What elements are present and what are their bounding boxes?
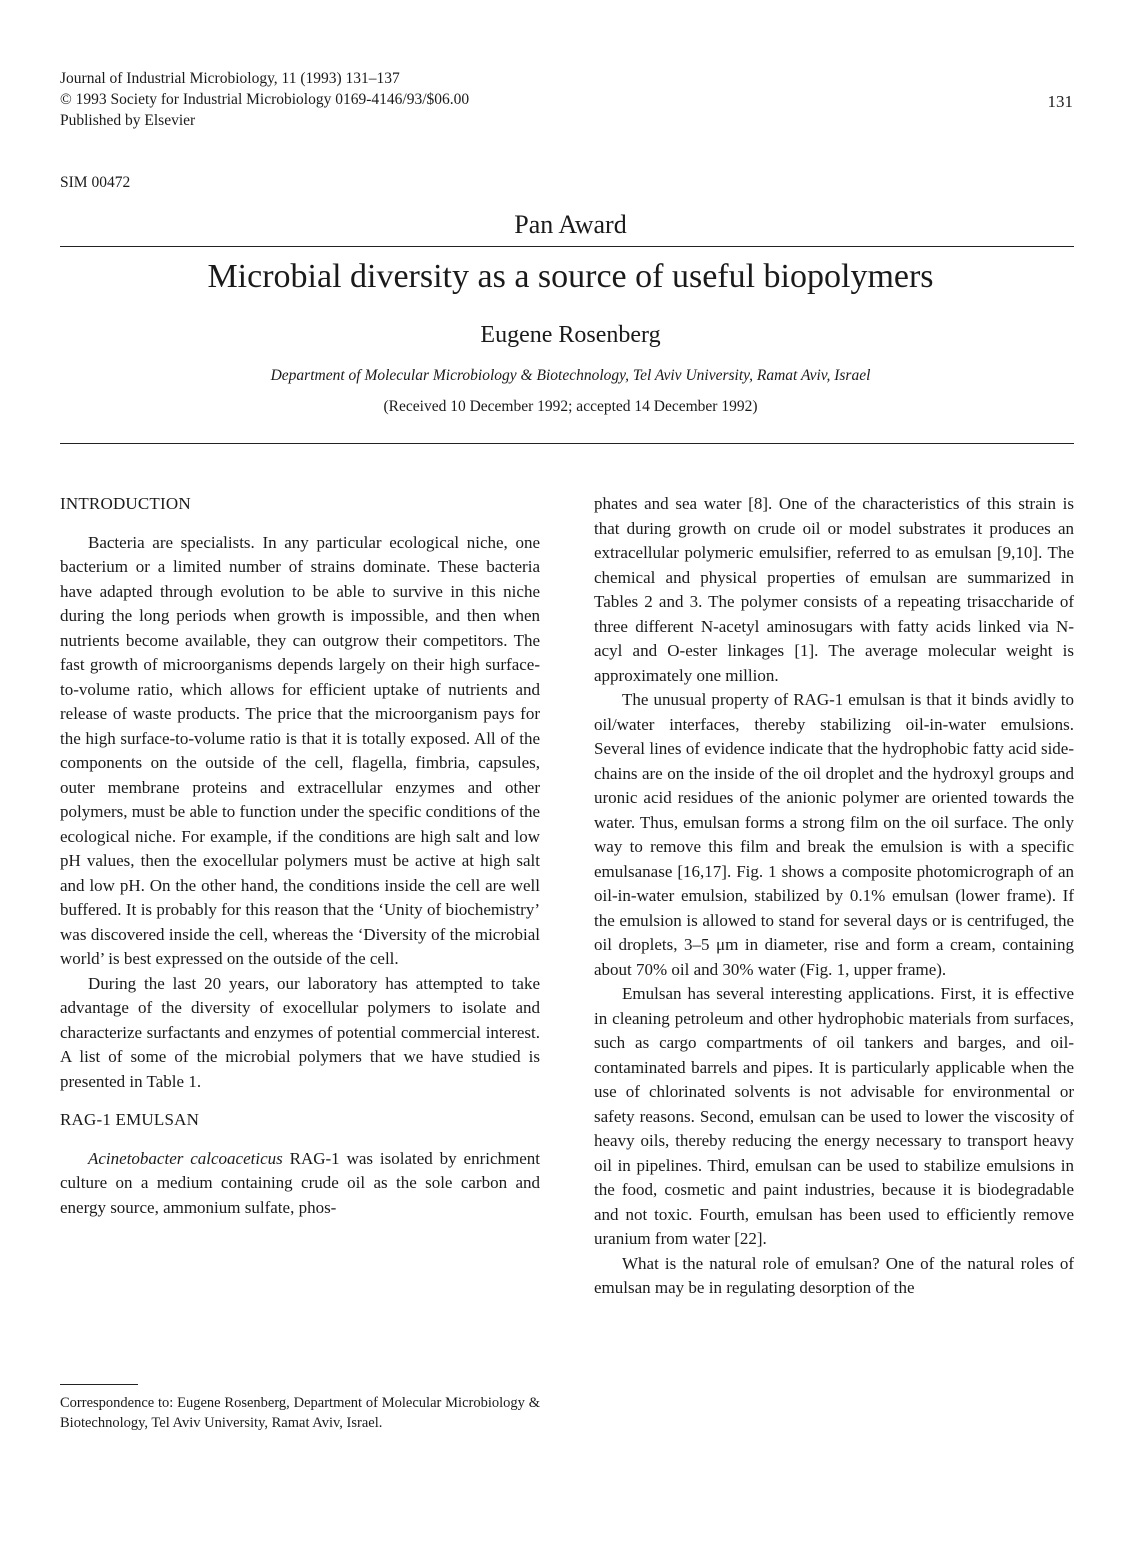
- page-number: 131: [1047, 92, 1073, 111]
- intro-paragraph-2: During the last 20 years, our laboratory has attempted to take advantage of the diversity of exocellular polymers to isolate and characterize surfactants and enzymes of potential commercial interest. A list of some of the microbial polymers that we have studied is presented in Table 1.: [60, 973, 540, 1091]
- heading-introduction: INTRODUCTION: [60, 494, 191, 513]
- copyright-line: © 1993 Society for Industrial Microbiology 0169-4146/93/$06.00: [60, 91, 470, 108]
- sim-code: SIM 00472: [60, 174, 131, 191]
- publisher-line: Published by Elsevier: [60, 112, 196, 129]
- header-rule-bottom: [60, 443, 1074, 444]
- right-paragraph-1: phates and sea water [8]. One of the characteristics of this strain is that during growth on crude oil or model substrates it produces an extracellular polymeric emulsifier, referred to as emulsan [9,10]. The chemical and physical properties of emulsan are summarized in Tables 2 and 3. The polymer consists of a repeating trisaccharide of three different N-acetyl aminosugars with fatty acids linked via N-acyl and O-ester linkages [1]. The average molecular weight is approximately one million.: [594, 494, 1074, 685]
- right-paragraph-2: The unusual property of RAG-1 emulsan is that it binds avidly to oil/water interfaces, thereby stabilizing oil-in-water emulsions. Several lines of evidence indicate that the hydrophobic fatty acid side-chains are on the inside of the oil droplet and the hydroxyl groups and uronic acid residues of the anionic polymer are oriented towards the water. Thus, emulsan forms a strong film on the oil surface. The only way to remove this film and break the emulsion is with a specific emulsanase [16,17]. Fig. 1 shows a composite photomicrograph of an oil-in-water emulsion, stabilized by 0.1% emulsan (lower frame). If the emulsion is allowed to stand for several days or is centrifuged, the oil droplets, 3–5 μm in diameter, rise and form a cream, containing about 70% oil and 30% water (Fig. 1, upper frame).: [594, 690, 1074, 979]
- heading-rag1-emulsan: RAG-1 EMULSAN: [60, 1110, 200, 1129]
- author-affiliation: Department of Molecular Microbiology & Biotechnology, Tel Aviv University, Ramat Aviv, Israel: [270, 367, 871, 384]
- journal-header: [60, 68, 469, 131]
- rag-paragraph-1: [60, 1147, 540, 1221]
- rag-paragraph-1-text: RAG-1 was isolated by enrichment culture on a medium containing crude oil as the sole carbon and energy source, ammonium sulfate, phos-: [60, 1148, 540, 1217]
- article-author: Eugene Rosenberg: [480, 322, 661, 348]
- intro-paragraph-1: Bacteria are specialists. In any particular ecological niche, one bacterium or a limited number of strains dominate. These bacteria have adapted through evolution to be able to survive in this niche during the long periods when growth is impossible, and then when nutrients become available, they can outgrow their competitors. The fast growth of microorganisms depends largely on their high surface-to-volume ratio, which allows for efficient uptake of nutrients and release of waste products. The price that the microorganism pays for the high surface-to-volume ratio is that it is totally exposed. All of the components on the outside of the cell, flagella, fimbria, capsules, outer membrane proteins and extracellular enzymes and other polymers, must be able to function under the specific conditions of the ecological niche. For example, if the conditions are high salt and low pH values, then the exocellular polymers must be active at high salt and low pH. On the other hand, the conditions inside the cell are well buffered. It is probably for this reason that the ‘Unity of biochemistry’ was discovered inside the cell, whereas the ‘Diversity of the microbial world’ is best expressed on the outside of the cell.: [60, 532, 540, 968]
- right-column: [594, 492, 1074, 1301]
- article-title: Microbial diversity as a source of useful biopolymers: [207, 258, 934, 295]
- right-paragraph-4: What is the natural role of emulsan? One of the natural roles of emulsan may be in regulating desorption of the: [594, 1253, 1074, 1297]
- species-name: Acinetobacter calcoaceticus: [88, 1148, 283, 1168]
- right-paragraph-3: Emulsan has several interesting applications. First, it is effective in cleaning petroleum and other hydrophobic materials from surfaces, such as cargo compartments of oil tankers and barges, and oil-contaminated barrels and pipes. It is particularly applicable when the use of chlorinated solvents is not advisable for environmental or safety reasons. Second, emulsan can be used to lower the viscosity of heavy oils, thereby reducing the energy necessary to transport heavy oil in pipelines. Third, emulsan can be used to stabilize emulsions in the food, cosmetic and paint industries, because it is biodegradable and not toxic. Fourth, emulsan has been used to efficiently remove uranium from water [22].: [594, 984, 1074, 1248]
- section-label: Pan Award: [514, 210, 627, 239]
- journal-citation: Journal of Industrial Microbiology, 11 (1993) 131–137: [60, 70, 400, 87]
- header-rule-top: [60, 246, 1074, 247]
- footnote-rule: [60, 1384, 138, 1385]
- left-column: [60, 492, 540, 1220]
- correspondence-footnote: Correspondence to: Eugene Rosenberg, Department of Molecular Microbiology & Biotechnology, Tel Aviv University, Ramat Aviv, Israel.: [60, 1395, 540, 1431]
- received-dates: (Received 10 December 1992; accepted 14 December 1992): [383, 398, 758, 415]
